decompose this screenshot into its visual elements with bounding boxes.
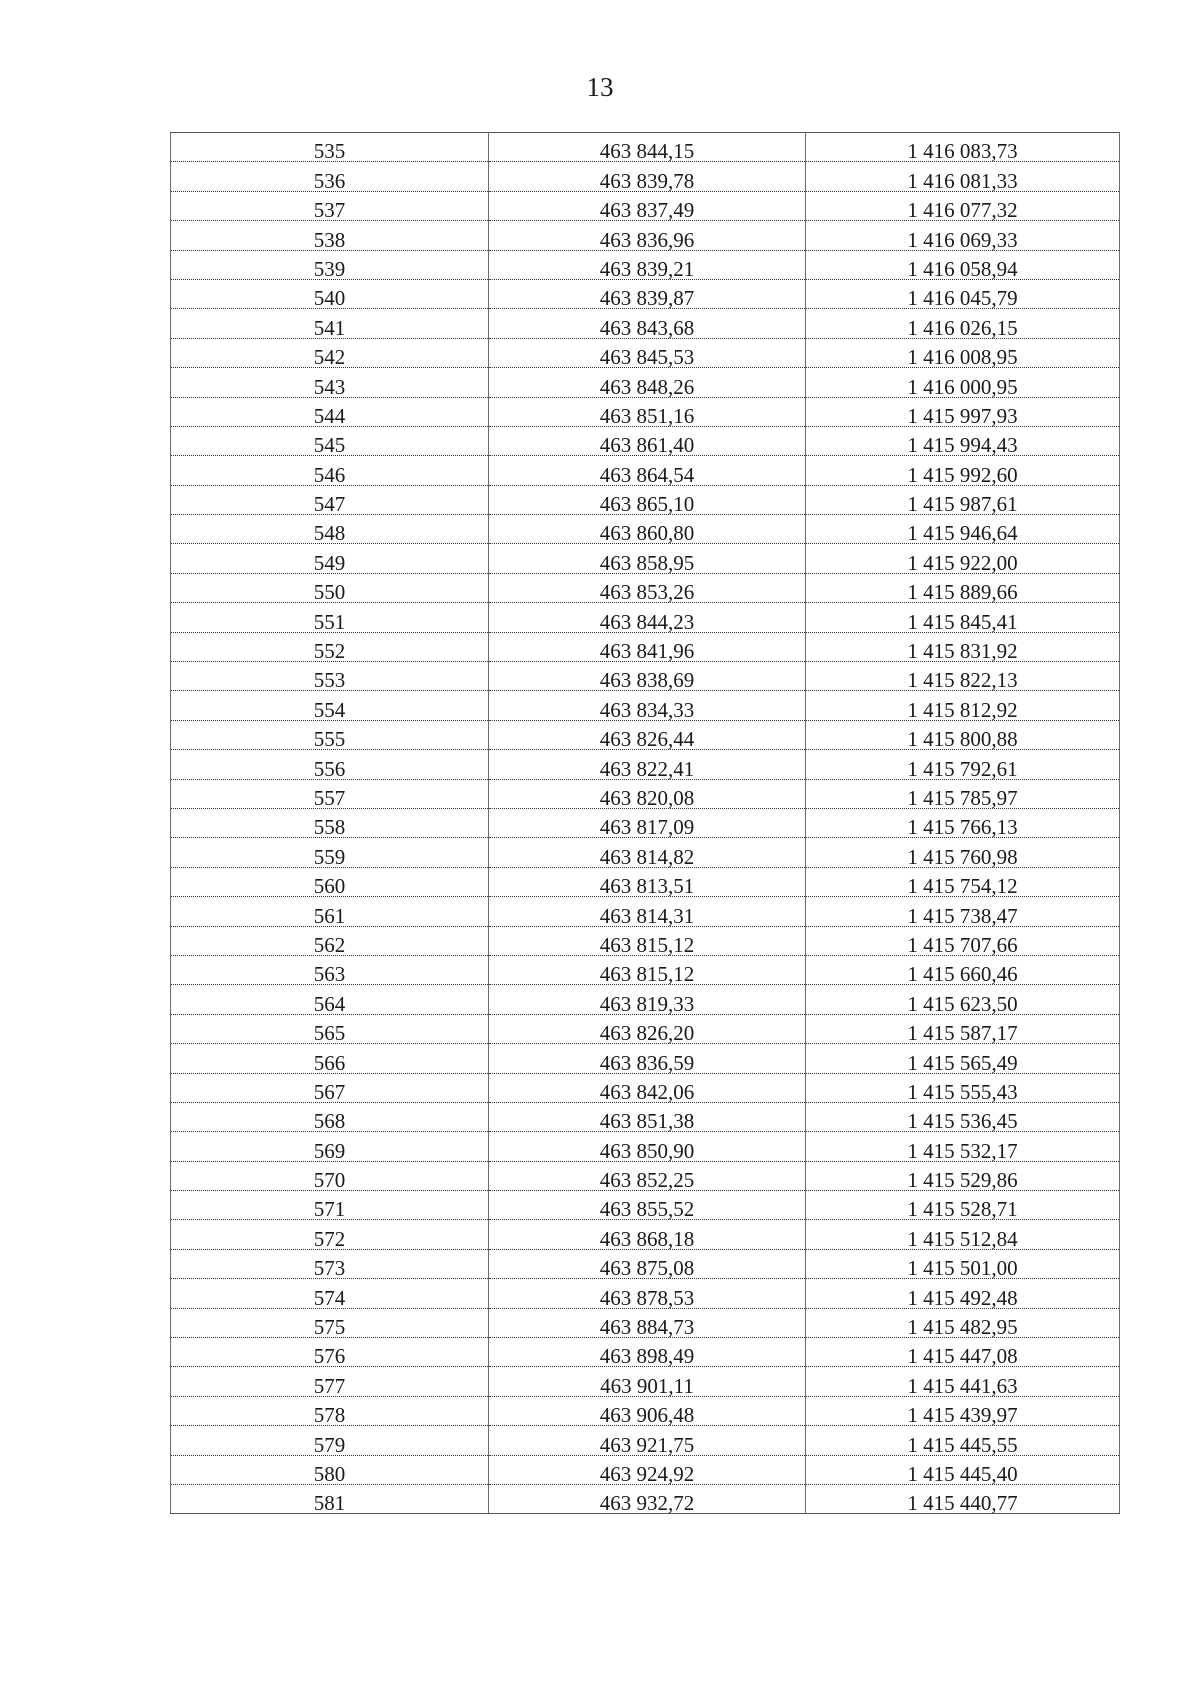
point-number-cell: 558 [171,808,489,837]
table-row [171,1161,1120,1190]
table-row [171,1455,1120,1484]
x-coordinate-cell: 463 826,44 [489,720,806,749]
x-coordinate-cell: 463 843,68 [489,309,806,338]
y-coordinate-cell: 1 415 536,45 [806,1102,1120,1131]
point-number-cell: 546 [171,456,489,485]
x-coordinate-cell: 463 836,59 [489,1044,806,1073]
y-coordinate-cell: 1 415 439,97 [806,1396,1120,1425]
y-coordinate-cell: 1 415 987,61 [806,485,1120,514]
x-coordinate-cell: 463 860,80 [489,515,806,544]
point-number-cell: 567 [171,1073,489,1102]
x-coordinate-cell: 463 834,33 [489,691,806,720]
point-number-cell: 562 [171,926,489,955]
x-coordinate-cell: 463 875,08 [489,1249,806,1278]
y-coordinate-cell: 1 415 587,17 [806,1014,1120,1043]
point-number-cell: 581 [171,1484,489,1513]
table-row [171,691,1120,720]
point-number-cell: 559 [171,838,489,867]
point-number-cell: 569 [171,1132,489,1161]
table-row [171,162,1120,191]
x-coordinate-cell: 463 932,72 [489,1484,806,1513]
point-number-cell: 536 [171,162,489,191]
table-row [171,1396,1120,1425]
table-row [171,1191,1120,1220]
point-number-cell: 551 [171,603,489,632]
x-coordinate-cell: 463 861,40 [489,426,806,455]
x-coordinate-cell: 463 826,20 [489,1014,806,1043]
point-number-cell: 552 [171,632,489,661]
table-row [171,1220,1120,1249]
table-row [171,955,1120,984]
y-coordinate-cell: 1 415 565,49 [806,1044,1120,1073]
x-coordinate-cell: 463 924,92 [489,1455,806,1484]
coordinates-table [170,132,1120,1514]
x-coordinate-cell: 463 858,95 [489,544,806,573]
page-number: 13 [586,72,614,102]
point-number-cell: 560 [171,867,489,896]
point-number-cell: 540 [171,279,489,308]
point-number-cell: 570 [171,1161,489,1190]
y-coordinate-cell: 1 415 822,13 [806,662,1120,691]
y-coordinate-cell: 1 416 026,15 [806,309,1120,338]
x-coordinate-cell: 463 865,10 [489,485,806,514]
table-row [171,808,1120,837]
x-coordinate-cell: 463 852,25 [489,1161,806,1190]
x-coordinate-cell: 463 839,78 [489,162,806,191]
point-number-cell: 544 [171,397,489,426]
x-coordinate-cell: 463 901,11 [489,1367,806,1396]
x-coordinate-cell: 463 813,51 [489,867,806,896]
point-number-cell: 565 [171,1014,489,1043]
table-row [171,632,1120,661]
y-coordinate-cell: 1 416 058,94 [806,250,1120,279]
table-row [171,221,1120,250]
table-row [171,985,1120,1014]
table-row [171,1308,1120,1337]
table-row [171,573,1120,602]
x-coordinate-cell: 463 844,23 [489,603,806,632]
table-row [171,279,1120,308]
y-coordinate-cell: 1 416 000,95 [806,368,1120,397]
x-coordinate-cell: 463 851,38 [489,1102,806,1131]
y-coordinate-cell: 1 415 445,55 [806,1426,1120,1455]
table-row [171,838,1120,867]
x-coordinate-cell: 463 822,41 [489,750,806,779]
table-row [171,779,1120,808]
point-number-cell: 563 [171,955,489,984]
y-coordinate-cell: 1 416 045,79 [806,279,1120,308]
table-row [171,926,1120,955]
x-coordinate-cell: 463 820,08 [489,779,806,808]
x-coordinate-cell: 463 817,09 [489,808,806,837]
point-number-cell: 568 [171,1102,489,1131]
x-coordinate-cell: 463 848,26 [489,368,806,397]
x-coordinate-cell: 463 884,73 [489,1308,806,1337]
table-row [171,191,1120,220]
table-row [171,1014,1120,1043]
y-coordinate-cell: 1 415 800,88 [806,720,1120,749]
y-coordinate-cell: 1 415 922,00 [806,544,1120,573]
point-number-cell: 555 [171,720,489,749]
point-number-cell: 573 [171,1249,489,1278]
point-number-cell: 572 [171,1220,489,1249]
table-row [171,1484,1120,1513]
point-number-cell: 556 [171,750,489,779]
table-row [171,867,1120,896]
y-coordinate-cell: 1 416 077,32 [806,191,1120,220]
x-coordinate-cell: 463 851,16 [489,397,806,426]
coordinates-table-body [171,133,1120,1514]
point-number-cell: 549 [171,544,489,573]
x-coordinate-cell: 463 864,54 [489,456,806,485]
y-coordinate-cell: 1 415 997,93 [806,397,1120,426]
point-number-cell: 537 [171,191,489,220]
table-row [171,456,1120,485]
x-coordinate-cell: 463 878,53 [489,1279,806,1308]
point-number-cell: 542 [171,338,489,367]
y-coordinate-cell: 1 415 492,48 [806,1279,1120,1308]
y-coordinate-cell: 1 415 845,41 [806,603,1120,632]
x-coordinate-cell: 463 855,52 [489,1191,806,1220]
x-coordinate-cell: 463 921,75 [489,1426,806,1455]
table-row [171,1102,1120,1131]
y-coordinate-cell: 1 415 992,60 [806,456,1120,485]
x-coordinate-cell: 463 853,26 [489,573,806,602]
point-number-cell: 576 [171,1338,489,1367]
y-coordinate-cell: 1 415 623,50 [806,985,1120,1014]
table-row [171,338,1120,367]
point-number-cell: 539 [171,250,489,279]
y-coordinate-cell: 1 415 792,61 [806,750,1120,779]
point-number-cell: 571 [171,1191,489,1220]
x-coordinate-cell: 463 906,48 [489,1396,806,1425]
point-number-cell: 553 [171,662,489,691]
x-coordinate-cell: 463 815,12 [489,955,806,984]
y-coordinate-cell: 1 415 501,00 [806,1249,1120,1278]
x-coordinate-cell: 463 815,12 [489,926,806,955]
x-coordinate-cell: 463 839,87 [489,279,806,308]
point-number-cell: 547 [171,485,489,514]
y-coordinate-cell: 1 415 528,71 [806,1191,1120,1220]
point-number-cell: 566 [171,1044,489,1073]
y-coordinate-cell: 1 415 441,63 [806,1367,1120,1396]
y-coordinate-cell: 1 415 785,97 [806,779,1120,808]
y-coordinate-cell: 1 415 482,95 [806,1308,1120,1337]
point-number-cell: 579 [171,1426,489,1455]
table-row [171,544,1120,573]
y-coordinate-cell: 1 415 660,46 [806,955,1120,984]
point-number-cell: 557 [171,779,489,808]
table-row [171,1338,1120,1367]
table-row [171,133,1120,162]
x-coordinate-cell: 463 814,31 [489,897,806,926]
point-number-cell: 554 [171,691,489,720]
point-number-cell: 550 [171,573,489,602]
table-row [171,250,1120,279]
x-coordinate-cell: 463 838,69 [489,662,806,691]
table-row [171,397,1120,426]
table-row [171,897,1120,926]
table-row [171,720,1120,749]
table-row [171,1249,1120,1278]
y-coordinate-cell: 1 415 831,92 [806,632,1120,661]
x-coordinate-cell: 463 819,33 [489,985,806,1014]
table-row [171,515,1120,544]
point-number-cell: 561 [171,897,489,926]
table-row [171,485,1120,514]
point-number-cell: 548 [171,515,489,544]
point-number-cell: 541 [171,309,489,338]
table-row [171,1367,1120,1396]
y-coordinate-cell: 1 415 447,08 [806,1338,1120,1367]
y-coordinate-cell: 1 415 994,43 [806,426,1120,455]
table-row [171,1426,1120,1455]
table-row [171,426,1120,455]
point-number-cell: 543 [171,368,489,397]
x-coordinate-cell: 463 845,53 [489,338,806,367]
y-coordinate-cell: 1 415 445,40 [806,1455,1120,1484]
x-coordinate-cell: 463 837,49 [489,191,806,220]
table-row [171,1073,1120,1102]
y-coordinate-cell: 1 415 812,92 [806,691,1120,720]
point-number-cell: 580 [171,1455,489,1484]
point-number-cell: 545 [171,426,489,455]
y-coordinate-cell: 1 415 754,12 [806,867,1120,896]
point-number-cell: 578 [171,1396,489,1425]
table-row [171,309,1120,338]
y-coordinate-cell: 1 415 889,66 [806,573,1120,602]
y-coordinate-cell: 1 415 532,17 [806,1132,1120,1161]
y-coordinate-cell: 1 416 083,73 [806,133,1120,162]
y-coordinate-cell: 1 415 555,43 [806,1073,1120,1102]
x-coordinate-cell: 463 842,06 [489,1073,806,1102]
y-coordinate-cell: 1 416 081,33 [806,162,1120,191]
point-number-cell: 535 [171,133,489,162]
x-coordinate-cell: 463 839,21 [489,250,806,279]
y-coordinate-cell: 1 416 008,95 [806,338,1120,367]
table-row [171,603,1120,632]
table-row [171,1279,1120,1308]
y-coordinate-cell: 1 415 766,13 [806,808,1120,837]
y-coordinate-cell: 1 415 529,86 [806,1161,1120,1190]
table-row [171,662,1120,691]
table-row [171,1044,1120,1073]
y-coordinate-cell: 1 416 069,33 [806,221,1120,250]
y-coordinate-cell: 1 415 707,66 [806,926,1120,955]
table-row [171,1132,1120,1161]
x-coordinate-cell: 463 850,90 [489,1132,806,1161]
y-coordinate-cell: 1 415 738,47 [806,897,1120,926]
x-coordinate-cell: 463 814,82 [489,838,806,867]
point-number-cell: 564 [171,985,489,1014]
y-coordinate-cell: 1 415 760,98 [806,838,1120,867]
point-number-cell: 575 [171,1308,489,1337]
point-number-cell: 538 [171,221,489,250]
x-coordinate-cell: 463 836,96 [489,221,806,250]
x-coordinate-cell: 463 898,49 [489,1338,806,1367]
y-coordinate-cell: 1 415 946,64 [806,515,1120,544]
y-coordinate-cell: 1 415 512,84 [806,1220,1120,1249]
table-row [171,368,1120,397]
x-coordinate-cell: 463 841,96 [489,632,806,661]
table-row [171,750,1120,779]
y-coordinate-cell: 1 415 440,77 [806,1484,1120,1513]
x-coordinate-cell: 463 868,18 [489,1220,806,1249]
point-number-cell: 577 [171,1367,489,1396]
x-coordinate-cell: 463 844,15 [489,133,806,162]
point-number-cell: 574 [171,1279,489,1308]
